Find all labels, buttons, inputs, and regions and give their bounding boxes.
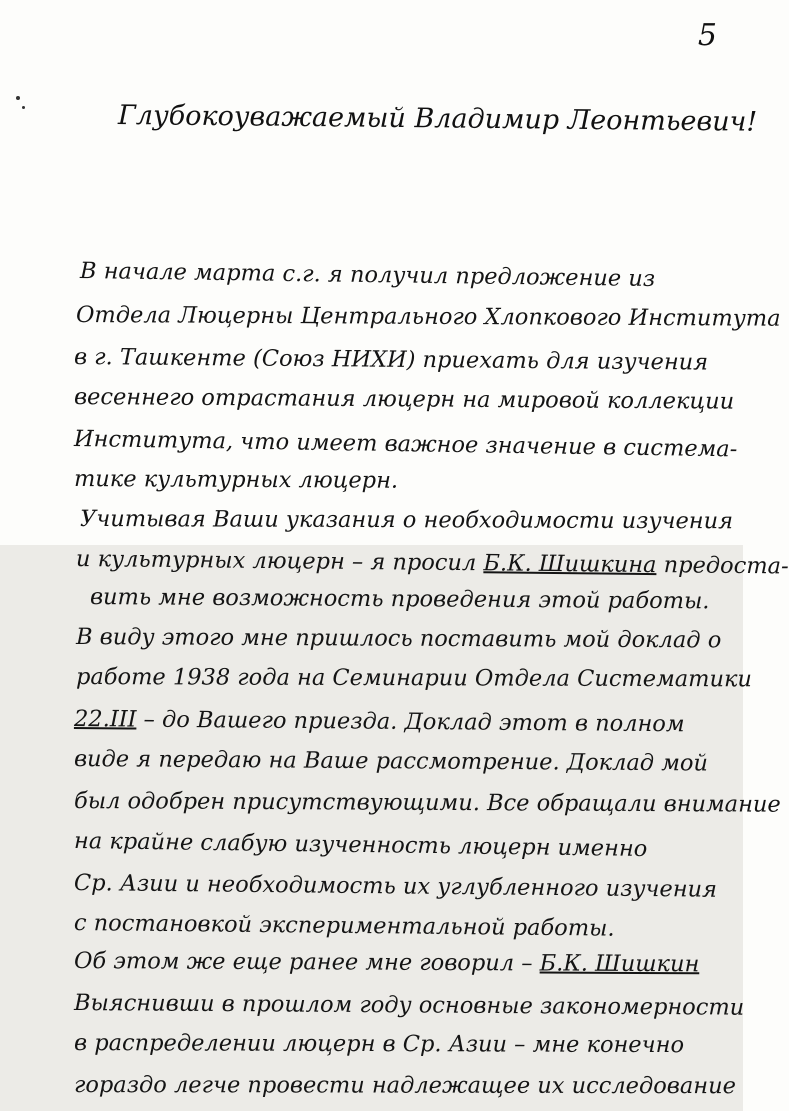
letter-line: [74, 1072, 734, 1099]
letter-line: [74, 746, 734, 777]
letter-line-text: виде я передаю на Ваше рассмотрение. Доклад мой: [73, 746, 709, 777]
letter-line: [73, 990, 745, 1021]
letter-line-text: был одобрен присутствующими. Все обращали внимание: [73, 788, 781, 818]
letter-line: [74, 948, 734, 977]
letter-line-text: Учитывая Ваши указания о необходимости изучения: [79, 506, 734, 535]
letter-line: [90, 584, 750, 615]
letter-line: [74, 1030, 734, 1058]
letter-line: [76, 624, 736, 653]
letter-line: [74, 466, 734, 495]
letter-line-text: Выяснивши в прошлом году основные закономерности: [73, 990, 745, 1021]
letter-line-text: и культурных люцерн – я просил: [75, 546, 484, 577]
letter-line-text: работе 1938 года на Семинарии Отдела Систематики: [75, 664, 752, 693]
letter-line-text: предоста-: [656, 552, 789, 580]
salutation: Глубокоуважаемый Владимир Леонтьевич!: [117, 100, 758, 138]
letter-line: [74, 384, 734, 415]
letter-line-text: – до Вашего приезда. Доклад этот в полном: [136, 706, 685, 738]
underlined-name: 22.III: [73, 706, 137, 733]
letter-line: [75, 302, 781, 332]
letter-line-text: на крайне слабую изученность люцерн именно: [73, 828, 648, 863]
letter-line-text: В виду этого мне пришлось поставить мой доклад о: [75, 624, 722, 654]
underlined-name: Б.К. Шишкина: [483, 550, 657, 579]
letter-line: [80, 506, 740, 534]
letter-line-text: В начале марта с.г. я получил предложение из: [79, 258, 656, 293]
letter-line-text: с постановкой экспериментальной работы.: [73, 910, 615, 942]
ink-mark: [16, 96, 20, 100]
letter-line: [74, 344, 734, 376]
letter-line: [80, 258, 740, 293]
underlined-name: Б.К. Шишкин: [539, 950, 700, 978]
letter-line: [75, 664, 752, 693]
letter-line-text: в г. Ташкенте (Союз НИХИ) приехать для изучения: [73, 344, 709, 376]
page-number: 5: [697, 18, 717, 53]
letter-line-text: Института, что имеет важное значение в система-: [73, 426, 738, 463]
letter-line: [73, 788, 781, 818]
letter-line-text: Отдела Люцерны Центрального Хлопкового Института: [75, 302, 781, 332]
letter-line-text: в распределении люцерн в Ср. Азии – мне конечно: [73, 1030, 685, 1059]
letter-line-text: гораздо легче провести надлежащее их исследование: [73, 1072, 736, 1100]
ink-mark: [22, 106, 25, 109]
letter-line-text: тике культурных люцерн.: [73, 466, 399, 494]
letter-line-text: Об этом же еще ранее мне говорил –: [73, 948, 540, 977]
letter-line-text: вить мне возможность проведения этой работы.: [89, 584, 710, 615]
letter-line: [73, 426, 738, 463]
letter-line-text: Ср. Азии и необходимость их углубленного изучения: [73, 870, 718, 903]
letter-line-text: весеннего отрастания люцерн на мировой коллекции: [73, 384, 735, 415]
